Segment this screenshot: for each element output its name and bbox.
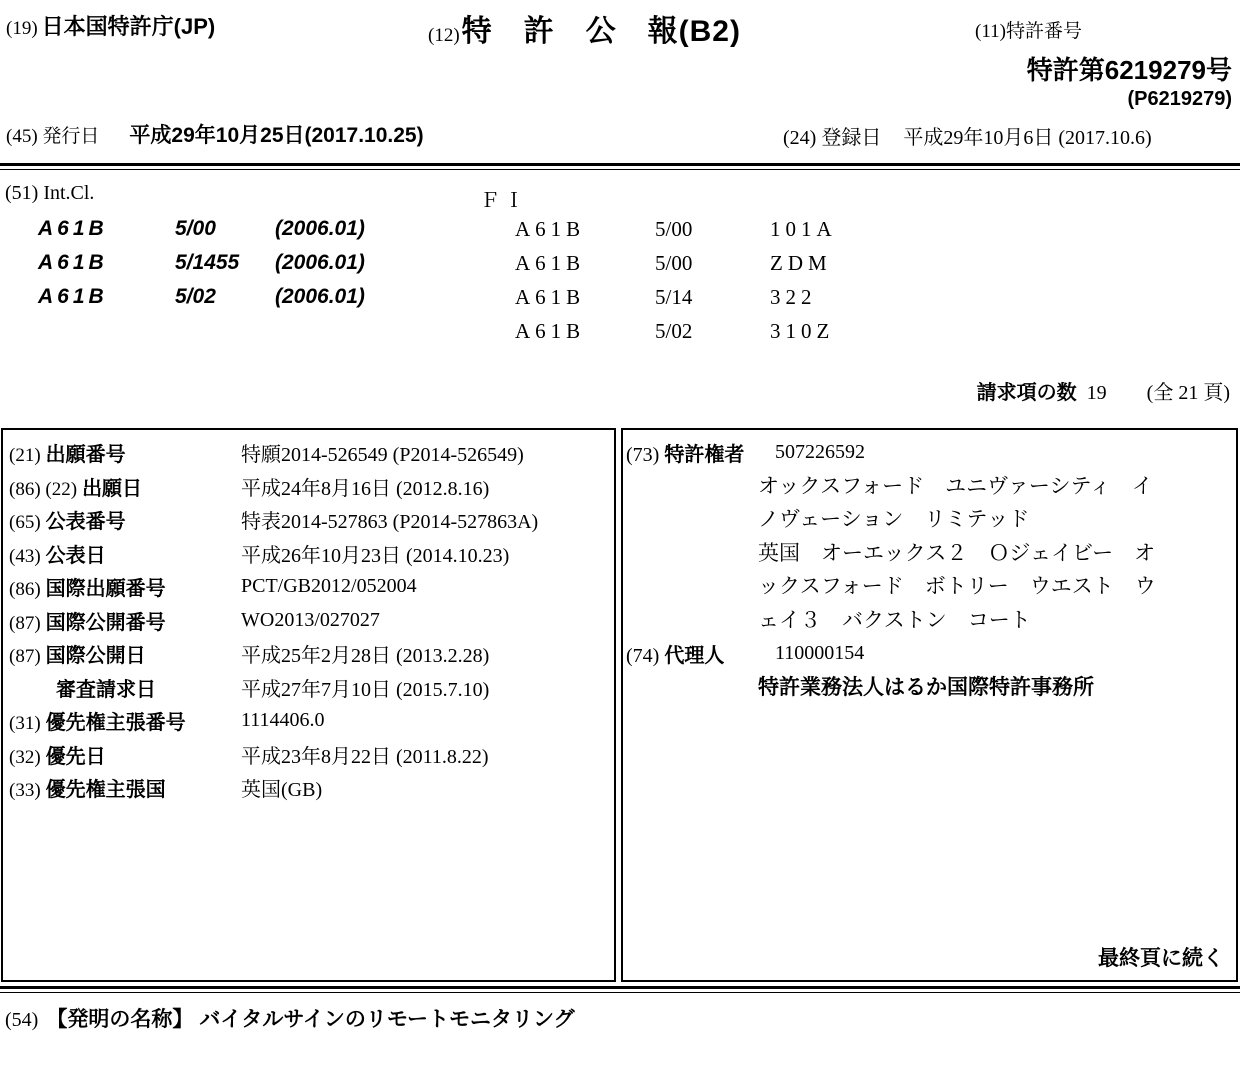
issue-label: 発行日: [42, 126, 100, 147]
field-code: (74): [626, 645, 660, 668]
doc-code: (12): [428, 25, 460, 46]
claims-count: 19: [1086, 382, 1107, 404]
intcl-row: [38, 280, 365, 314]
fi-class: A61B: [515, 284, 586, 309]
bib-row: [9, 704, 614, 738]
intcl-class: A61B: [38, 285, 108, 308]
fi-class: A61B: [515, 250, 586, 275]
invention-title-line: [5, 1003, 575, 1033]
fi-subclass: 5/14: [655, 284, 693, 309]
bib-row: [9, 503, 614, 537]
footer-divider-rule: [0, 986, 1240, 993]
patentee-name-line: ノヴェーション リミテッド: [758, 507, 1030, 531]
patent-number-paren: (P6219279): [1127, 88, 1232, 110]
intcl-label: (51) Int.Cl.: [5, 182, 95, 204]
issue-date: 平成29年10月25日(2017.10.25): [129, 124, 424, 147]
fi-expansion: ZDM: [770, 250, 832, 275]
intcl-class: A61B: [38, 217, 108, 240]
patentee-address-line: ェイ３ バクストン コート: [758, 607, 1031, 632]
field-code: (87): [9, 646, 41, 668]
patentee-row: [626, 436, 1236, 470]
fi-expansion: 310Z: [770, 318, 835, 343]
fi-row: [515, 280, 837, 314]
issue-date-row: [6, 119, 424, 149]
field-value: 平成23年8月22日 (2011.8.22): [241, 745, 489, 768]
claims-count-label: 請求項の数: [976, 382, 1077, 404]
bib-row: [9, 436, 614, 470]
field-code: (65): [9, 512, 41, 534]
field-label: 出願日: [82, 477, 143, 500]
issuing-office: [6, 10, 215, 41]
registration-date: 平成29年10月6日 (2017.10.6): [903, 127, 1152, 149]
issue-code: (45): [6, 126, 38, 147]
field-value: WO2013/027027: [241, 608, 380, 631]
fi-subclass: 5/00: [655, 250, 693, 275]
bib-row: [9, 537, 614, 571]
field-code: (33): [9, 780, 41, 802]
field-label: 公表番号: [45, 511, 126, 534]
intcl-subclass: 5/00: [175, 217, 216, 240]
agent-id: 110000154: [775, 642, 865, 665]
patentee-id: 507226592: [775, 441, 865, 464]
document-kind: [428, 6, 741, 50]
bib-row: [9, 470, 614, 504]
invention-title: バイタルサインのリモートモニタリング: [199, 1008, 575, 1031]
fi-subclass: 5/02: [655, 318, 693, 343]
field-label: 出願番号: [45, 444, 126, 467]
bib-row: [9, 570, 614, 604]
fi-expansion: 101A: [770, 216, 837, 241]
patent-number: 特許第6219279号: [1026, 55, 1232, 85]
doc-title: 特 許 公 報(B2): [461, 15, 741, 48]
fi-class: A61B: [515, 216, 586, 241]
patent-number-label: (11)特許番号: [975, 21, 1082, 42]
fi-row: [515, 314, 837, 348]
field-value: 平成26年10月23日 (2014.10.23): [241, 544, 510, 567]
field-label: 審査請求日: [56, 678, 156, 701]
agent-label: 代理人: [664, 645, 725, 668]
field-label: 優先権主張国: [45, 779, 166, 802]
fi-label: ＦＩ: [480, 190, 528, 212]
fi-table: [515, 212, 837, 348]
field-code: (86): [9, 579, 41, 601]
title-label: 【発明の名称】: [46, 1008, 194, 1031]
intcl-version: (2006.01): [275, 285, 365, 308]
field-value: 英国(GB): [241, 779, 323, 802]
fi-class: A61B: [515, 318, 586, 343]
bibliographic-section: [1, 428, 1238, 982]
patentee-address-line: 英国 オーエックス２ Ｏジェイビー オ: [758, 540, 1156, 565]
total-pages: (全 21 頁): [1146, 382, 1230, 404]
fi-subclass: 5/00: [655, 216, 693, 241]
field-code: (32): [9, 746, 41, 768]
bib-row: [9, 771, 614, 805]
intcl-subclass: 5/1455: [175, 251, 240, 274]
bib-row: [9, 671, 614, 705]
intcl-row: [38, 246, 365, 280]
field-value: PCT/GB2012/052004: [241, 575, 417, 598]
field-value: 特願2014-526549 (P2014-526549): [241, 444, 524, 467]
title-code: (54): [5, 1009, 39, 1031]
intcl-class: A61B: [38, 251, 108, 274]
field-label: 国際公開日: [45, 645, 146, 668]
field-code: (43): [9, 545, 41, 567]
field-label: 国際公開番号: [45, 611, 166, 634]
patentee-label: 特許権者: [664, 444, 745, 467]
registration-label: (24) 登録日: [783, 127, 882, 149]
fi-expansion: 322: [770, 284, 817, 309]
field-label: 国際出願番号: [45, 578, 166, 601]
patentee-address-line: ックスフォード ボトリー ウエスト ウ: [758, 574, 1156, 598]
intcl-version: (2006.01): [275, 251, 365, 274]
field-label: 優先権主張番号: [45, 712, 186, 735]
field-label: 公表日: [45, 544, 106, 567]
field-code: (87): [9, 612, 41, 634]
intcl-version: (2006.01): [275, 217, 365, 240]
bib-row: [9, 738, 614, 772]
field-code: (73): [626, 444, 660, 467]
office-code: (19): [6, 18, 38, 39]
patentee-name-line: オックスフォード ユニヴァーシティ イ: [758, 473, 1153, 498]
header-divider-rule: [0, 163, 1240, 170]
field-code: (86) (22): [9, 478, 78, 500]
application-data-box: [1, 428, 616, 982]
bib-row: [9, 637, 614, 671]
intcl-table: [38, 212, 365, 314]
intcl-row: [38, 212, 365, 246]
field-value: 平成25年2月28日 (2013.2.28): [241, 645, 490, 668]
fi-row: [515, 246, 837, 280]
office-name: 日本国特許庁(JP): [41, 14, 216, 39]
agent-row: [626, 637, 1236, 671]
field-value: 平成24年8月16日 (2012.8.16): [241, 477, 490, 500]
field-code: (21): [9, 445, 41, 467]
claims-count-line: [977, 376, 1230, 405]
fi-row: [515, 212, 837, 246]
agent-name-line: 特許業務法人はるか国際特許事務所: [758, 675, 1094, 699]
registration-date-row: [783, 121, 1152, 150]
field-value: 1114406.0: [241, 709, 325, 732]
continued-note: 最終頁に続く: [1098, 947, 1224, 970]
field-label: 優先日: [45, 745, 106, 768]
field-code: (31): [9, 713, 41, 735]
bib-row: [9, 604, 614, 638]
field-value: 特表2014-527863 (P2014-527863A): [241, 511, 539, 534]
patentee-agent-box: [621, 428, 1238, 982]
intcl-subclass: 5/02: [175, 285, 216, 308]
field-value: 平成27年7月10日 (2015.7.10): [241, 678, 490, 701]
